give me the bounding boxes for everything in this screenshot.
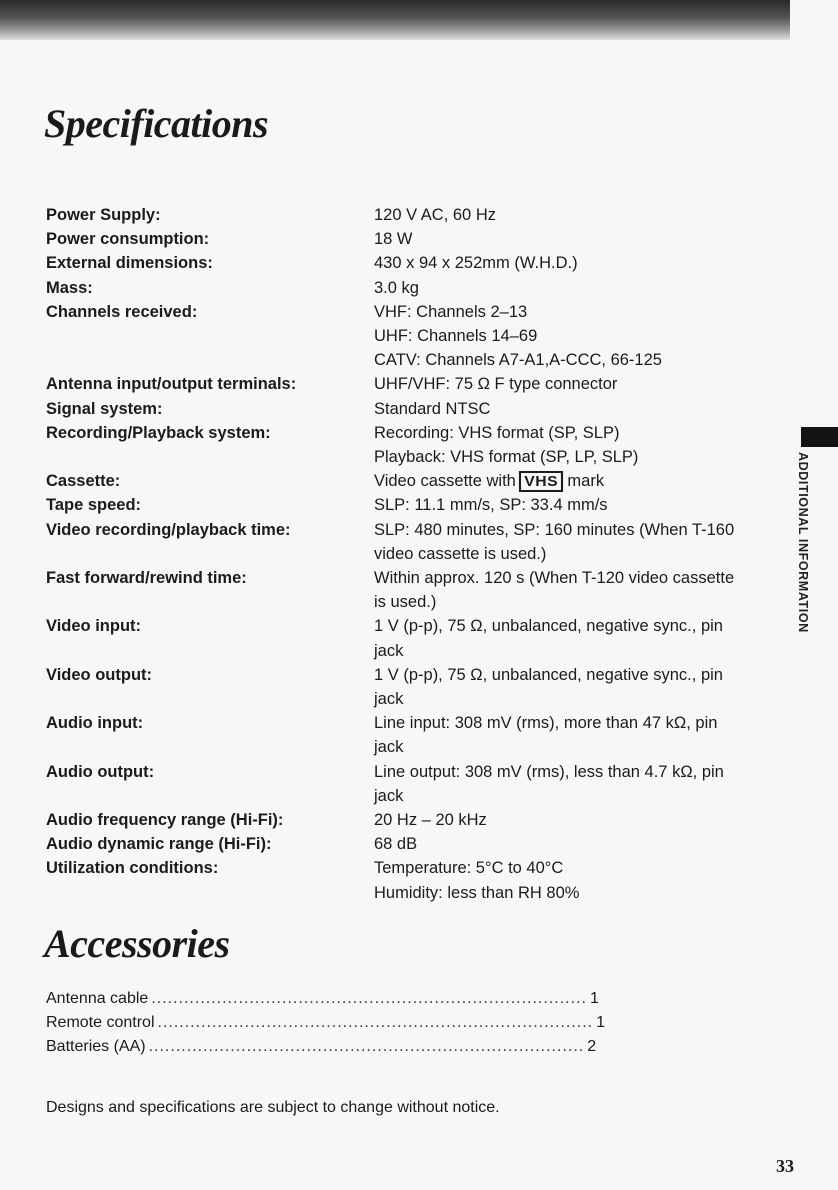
spec-row: [46, 469, 786, 493]
spec-row: [46, 300, 786, 373]
spec-value: Recording: VHS format (SP, SLP): [374, 423, 620, 442]
spec-value: Standard NTSC: [374, 399, 491, 418]
spec-values: [374, 614, 786, 662]
spec-value: 120 V AC, 60 Hz: [374, 206, 496, 224]
spec-value: jack: [374, 786, 404, 805]
spec-value: Within approx. 120 s (When T-120 video cassette: [374, 569, 735, 588]
spec-value: jack: [374, 738, 404, 757]
spec-row: [46, 421, 786, 469]
spec-values: [374, 372, 786, 396]
footer-note: Designs and specifications are subject to change without notice.: [46, 1099, 500, 1116]
accessories-title: Accessories: [44, 921, 230, 966]
spec-label: Video output:: [46, 665, 153, 684]
page-title: Specifications: [44, 101, 269, 146]
specifications-table: [46, 203, 786, 905]
spec-label: Video recording/playback time:: [46, 520, 291, 539]
spec-value-text: Video cassette with: [374, 472, 516, 491]
spec-value: jack: [374, 641, 404, 660]
spec-values: [374, 493, 786, 517]
spec-values: [374, 518, 786, 566]
spec-row: [46, 227, 786, 251]
spec-values: [374, 469, 786, 493]
spec-value: video cassette is used.): [374, 544, 547, 563]
spec-value: jack: [374, 690, 404, 709]
spec-value: 18 W: [374, 230, 413, 249]
spec-row: [46, 614, 786, 662]
spec-values: [374, 832, 786, 856]
section-tab-marker: [801, 427, 838, 447]
spec-values: [374, 663, 786, 711]
accessory-item: [46, 1011, 606, 1035]
accessory-item: [46, 1035, 597, 1059]
spec-values: [374, 227, 786, 251]
accessory-quantity: 1: [596, 1014, 606, 1031]
section-tab-label: ADDITIONAL INFORMATION: [796, 452, 810, 633]
spec-row: [46, 856, 786, 904]
spec-label: Tape speed:: [46, 496, 142, 515]
spec-value: Line output: 308 mV (rms), less than 4.7 kΩ, pin: [374, 762, 724, 781]
spec-value: 1 V (p-p), 75 Ω, unbalanced, negative sync., pin: [374, 665, 723, 684]
spec-label: Power consumption:: [46, 230, 210, 249]
spec-label: Recording/Playback system:: [46, 423, 271, 442]
spec-value: 68 dB: [374, 835, 418, 854]
accessories-list: [46, 987, 606, 1059]
spec-row: [46, 760, 786, 808]
spec-row: [46, 711, 786, 759]
accessory-quantity: 2: [587, 1038, 597, 1055]
accessory-item: [46, 987, 599, 1011]
spec-value: 430 x 94 x 252mm (W.H.D.): [374, 254, 578, 273]
spec-row: [46, 832, 786, 856]
spec-label: Audio frequency range (Hi-Fi):: [46, 811, 284, 830]
spec-value: Humidity: less than RH 80%: [374, 883, 580, 902]
page-number: 33: [776, 1156, 794, 1176]
spec-value: SLP: 11.1 mm/s, SP: 33.4 mm/s: [374, 496, 608, 515]
spec-values: [374, 203, 786, 227]
accessory-name: Batteries (AA): [46, 1038, 146, 1055]
spec-value: Line input: 308 mV (rms), more than 47 kΩ, pin: [374, 714, 718, 733]
leader-dots: ................................................................................: [148, 1038, 585, 1055]
spec-row: [46, 566, 786, 614]
spec-label: Signal system:: [46, 399, 163, 418]
spec-row: [46, 493, 786, 517]
spec-row: [46, 203, 786, 227]
spec-row: [46, 663, 786, 711]
spec-value-text: mark: [567, 472, 605, 491]
spec-values: [374, 711, 786, 759]
spec-value: is used.): [374, 593, 437, 612]
spec-value: 20 Hz – 20 kHz: [374, 811, 487, 830]
top-header-band: [0, 0, 790, 40]
spec-value: 1 V (p-p), 75 Ω, unbalanced, negative sync., pin: [374, 617, 723, 636]
leader-dots: ................................................................................: [151, 990, 587, 1007]
spec-values: [374, 251, 786, 275]
spec-values: [374, 300, 786, 373]
accessory-name: Remote control: [46, 1014, 155, 1031]
spec-label: Audio output:: [46, 762, 155, 781]
spec-value: Playback: VHS format (SP, LP, SLP): [374, 448, 639, 467]
spec-values: [374, 276, 786, 300]
spec-label: Audio input:: [46, 714, 144, 733]
spec-label: Utilization conditions:: [46, 859, 219, 878]
spec-values: [374, 856, 786, 904]
leader-dots: ................................................................................: [157, 1014, 594, 1031]
spec-value: SLP: 480 minutes, SP: 160 minutes (When T-160: [374, 520, 735, 539]
spec-value: VHF: Channels 2–13: [374, 302, 528, 321]
spec-label: External dimensions:: [46, 254, 213, 273]
spec-label: Video input:: [46, 617, 142, 636]
spec-values: [374, 566, 786, 614]
spec-values: [374, 808, 786, 832]
spec-row: [46, 518, 786, 566]
spec-values: [374, 760, 786, 808]
vhs-logo: VHS: [519, 471, 563, 492]
spec-value: CATV: Channels A7-A1,A-CCC, 66-125: [374, 351, 662, 370]
spec-value: Temperature: 5°C to 40°C: [374, 859, 564, 878]
spec-label: Power Supply:: [46, 206, 161, 224]
spec-row: [46, 397, 786, 421]
spec-label: Antenna input/output terminals:: [46, 375, 297, 394]
spec-values: [374, 421, 786, 469]
spec-label: Fast forward/rewind time:: [46, 569, 247, 588]
accessory-name: Antenna cable: [46, 990, 149, 1007]
spec-row: [46, 372, 786, 396]
spec-value: UHF: Channels 14–69: [374, 327, 538, 346]
accessory-quantity: 1: [589, 990, 599, 1007]
spec-label: Audio dynamic range (Hi-Fi):: [46, 835, 272, 854]
spec-values: [374, 397, 786, 421]
spec-row: [46, 251, 786, 275]
spec-label: Channels received:: [46, 302, 198, 321]
spec-label: Mass:: [46, 278, 93, 297]
spec-label: Cassette:: [46, 472, 121, 491]
spec-value-vhs: [374, 469, 786, 493]
spec-row: [46, 808, 786, 832]
spec-row: [46, 276, 786, 300]
spec-value: 3.0 kg: [374, 278, 419, 297]
spec-value: UHF/VHF: 75 Ω F type connector: [374, 375, 618, 394]
